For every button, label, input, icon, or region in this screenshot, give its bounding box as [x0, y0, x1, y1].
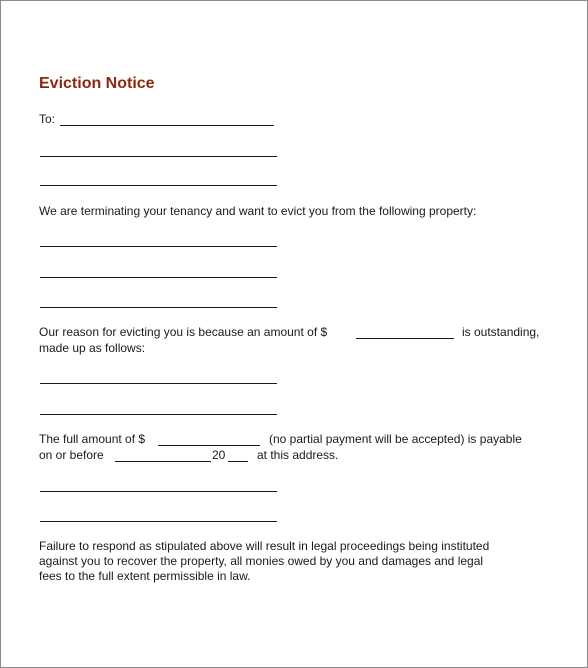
- property-blank-1[interactable]: [40, 246, 277, 247]
- due-year-blank[interactable]: [228, 461, 248, 462]
- due-date-blank[interactable]: [115, 461, 211, 462]
- warning-paragraph-line2: against you to recover the property, all monies owed by you and damages and legal: [39, 554, 484, 568]
- breakdown-blank-2[interactable]: [40, 414, 277, 415]
- payment-address-blank-2[interactable]: [40, 521, 277, 522]
- reason-paragraph-line2: made up as follows:: [39, 341, 146, 355]
- warning-paragraph-line1: Failure to respond as stipulated above will result in legal proceedings being instituted: [39, 539, 490, 553]
- breakdown-blank-1[interactable]: [40, 383, 277, 384]
- property-paragraph: We are terminating your tenancy and want to evict you from the following property:: [39, 204, 477, 218]
- recipient-address-blank-2[interactable]: [40, 185, 277, 186]
- reason-paragraph-line1-start: Our reason for evicting you is because an amount of $: [39, 325, 328, 339]
- to-label: To:: [39, 112, 56, 126]
- outstanding-amount-blank[interactable]: [356, 338, 454, 339]
- document-title: Eviction Notice: [39, 75, 155, 92]
- payment-paragraph-line2-end: at this address.: [257, 448, 339, 462]
- full-amount-blank[interactable]: [158, 445, 260, 446]
- warning-paragraph-line3: fees to the full extent permissible in law.: [39, 569, 251, 583]
- payment-paragraph-line2-start: on or before: [39, 448, 104, 462]
- property-blank-3[interactable]: [40, 307, 277, 308]
- property-blank-2[interactable]: [40, 277, 277, 278]
- payment-paragraph-line1-end: (no partial payment will be accepted) is payable: [269, 432, 522, 446]
- due-year-prefix: 20: [212, 448, 226, 462]
- recipient-address-blank-1[interactable]: [40, 156, 277, 157]
- payment-paragraph-line1-start: The full amount of $: [39, 432, 146, 446]
- reason-paragraph-line1-end: is outstanding,: [462, 325, 540, 339]
- payment-address-blank-1[interactable]: [40, 491, 277, 492]
- recipient-name-blank[interactable]: [60, 125, 274, 126]
